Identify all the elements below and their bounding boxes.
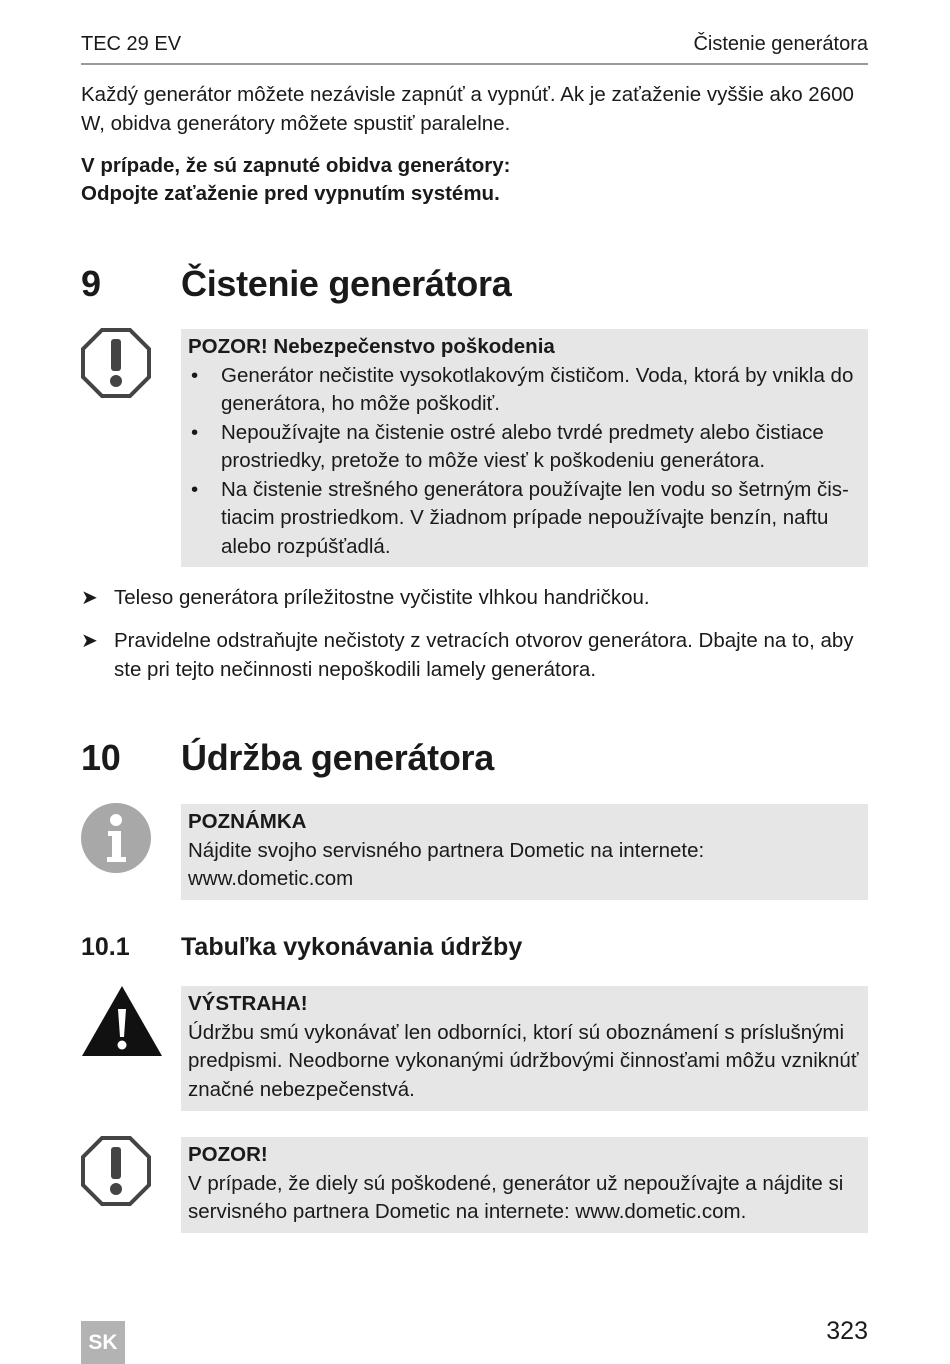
warning-title: VÝSTRAHA! (188, 992, 308, 1015)
warning-notice-box (181, 986, 868, 1111)
caution-title: POZOR! (188, 1143, 268, 1166)
step-text: Pravidelne odstraňujte nečistoty z vetracích otvorov generátora. Dbajte na to, aby ste pri tejto nečinnosti nepoškodili lamely generátora. (114, 629, 854, 681)
step-text: Teleso generátora príležitostne vyčistite vlhkou handričkou. (114, 586, 650, 609)
section-number: 10 (81, 737, 121, 778)
caution-octagon-icon (81, 328, 151, 403)
list-item: • Na čistenie strešného generátora používajte len vodu so šetrným čis-tiacim prostriedkom. V žiadnom prípade nepoužívajte benzín, naftu alebo rozpúšťadlá. (188, 476, 862, 562)
list-item: • Generátor nečistite vysokotlakovým čističom. Voda, ktorá by vnikla do generátora, ho môže poškodiť. (188, 362, 862, 419)
caution-notice-box (181, 329, 868, 567)
caution-notice-box (181, 1137, 868, 1233)
note-text: Nájdite svojho servisného partnera Dometic na internete: www.dometic.com (188, 838, 705, 890)
info-icon (81, 803, 151, 878)
notice-title: POZOR! Nebezpečenstvo poškodenia (188, 335, 555, 358)
caution-octagon-icon (81, 1136, 151, 1211)
step-arrow-icon: ➤ (81, 630, 98, 652)
warning-text: Údržbu smú vykonávať len odborníci, ktorí sú oboznámení s príslušnými predpismi. Neodborne vykonanými údržbovými činnosťami môžu vzniknúť značné nebezpečenstvá. (188, 1020, 859, 1101)
info-note-box (181, 804, 868, 900)
page-header (81, 33, 868, 65)
intro-bold-line-1: V prípade, že sú zapnuté obidva generátory: (81, 154, 511, 177)
header-product-name: TEC 29 EV (81, 33, 182, 55)
note-title: POZNÁMKA (188, 810, 307, 833)
language-badge: SK (81, 1321, 125, 1364)
list-item: • Nepoužívajte na čistenie ostré alebo tvrdé predmety alebo čistiace prostriedky, pretože to môže viesť k poškodeniu generátora. (188, 419, 862, 476)
caution-text: V prípade, že diely sú poškodené, generátor už nepoužívajte a nájdite si servisného partnera Dometic na internete: www.dometic.com. (188, 1171, 844, 1223)
section-title: Údržba generátora (181, 737, 494, 778)
intro-paragraph: Každý generátor môžete nezávisle zapnúť a vypnúť. Ak je zaťaženie vyššie ako 2600 W, obidva generátory môžete spustiť paralelne. (81, 83, 854, 135)
step-arrow-icon: ➤ (81, 587, 98, 609)
page-number: 323 (826, 1317, 868, 1345)
subsection-number: 10.1 (81, 933, 130, 961)
notice-list (188, 362, 862, 562)
header-section-title: Čistenie generátora (693, 33, 868, 55)
section-number: 9 (81, 263, 101, 304)
section-title: Čistenie generátora (181, 263, 512, 304)
warning-triangle-icon (81, 985, 163, 1062)
subsection-title: Tabuľka vykonávania údržby (181, 933, 523, 961)
intro-bold-line-2: Odpojte zaťaženie pred vypnutím systému. (81, 182, 500, 205)
